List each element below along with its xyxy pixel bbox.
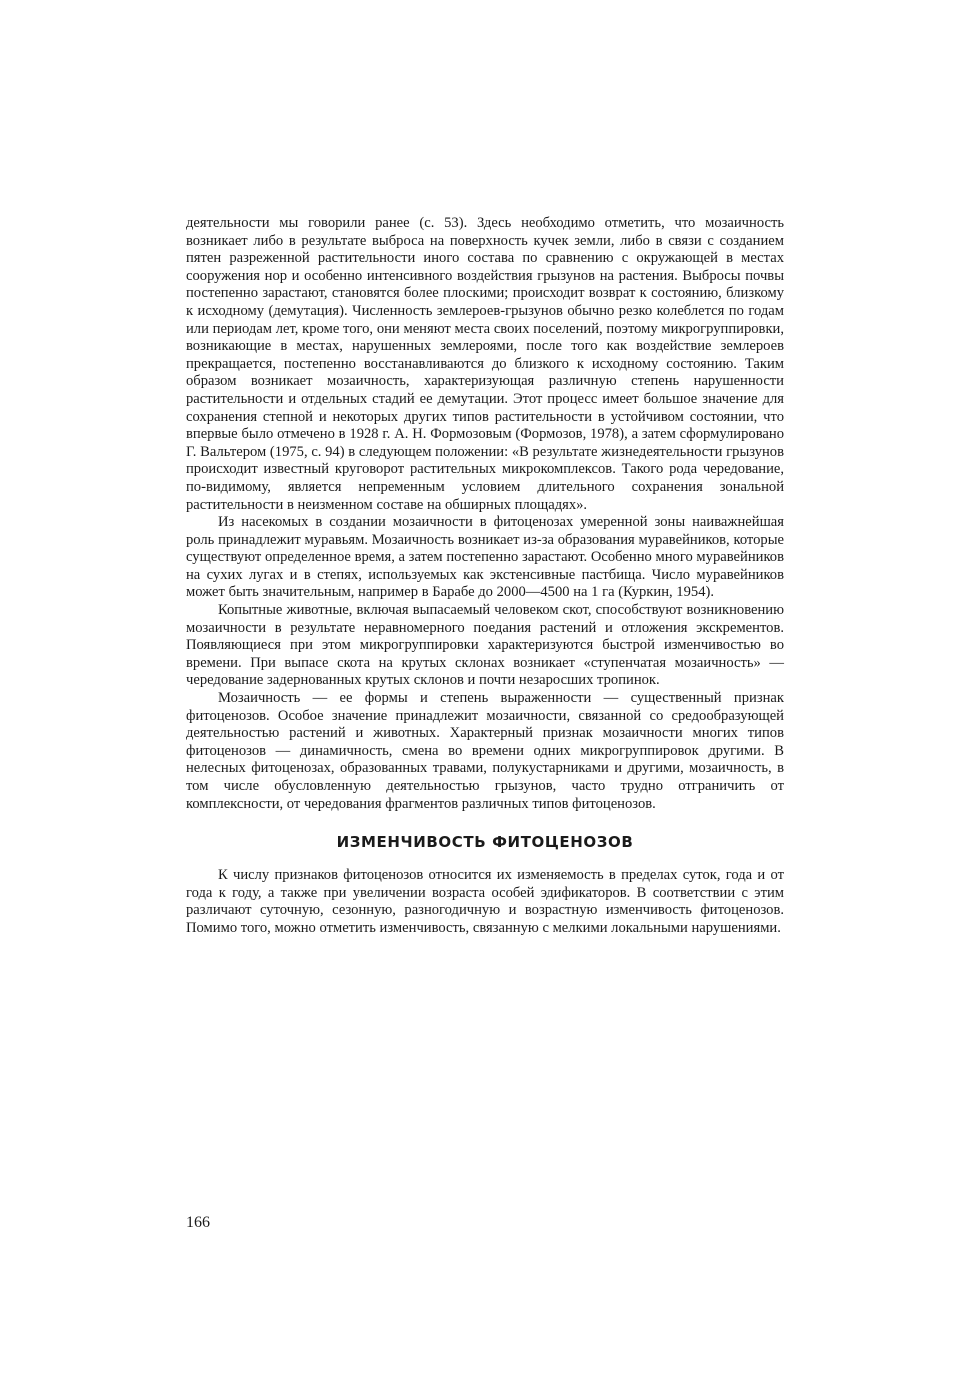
paragraph-variability-intro: К числу признаков фитоценозов относится их изменяемость в пределах суток, года и от года к году, а также при увеличении возраста особей эдификаторов. В соответствии с этим различают суточную, сезонную, разногодичную и возрастную изменчивость фитоценозов. Помимо того, можно отметить изменчивость, связанную с мелкими локальными нарушениями. (186, 867, 784, 936)
section-heading: ИЗМЕНЧИВОСТЬ ФИТОЦЕНОЗОВ (336, 833, 634, 852)
page-number: 166 (186, 1214, 210, 1231)
paragraph-continuation: деятельности мы говорили ранее (с. 53). Здесь необходимо отметить, что мозаичность возникает либо в результате выброса на поверхность кучек земли, либо в связи с созданием пятен разреженной растительности иного состава по сравнению с окружающей в местах сооружения нор и особенно интенсивного воздействия грызунов на растения. Выбросы почвы постепенно зарастают, становятся более плоскими; происходит возврат к состоянию, близкому к исходному (демутация). Численность землероев-грызунов обычно резко колеблется по годам или периодам лет, кроме того, они меняют места своих поселений, поэтому микрогруппировки, возникающие в местах, нарушенных землероями, после того как воздействие землероев прекращается, постепенно восстанавливаются до близкого к исходному состоянию. Таким образом возникает мозаичность, характеризующая различную степень нарушенности растительности и отдельных стадий ее демутации. Этот процесс имеет большое значение для сохранения степной и некоторых других типов растительности в устойчивом состоянии, что впервые было отмечено в 1928 г. А. Н. Формозовым (Формозов, 1978), а затем сформулировано Г. Вальтером (1975, с. 94) в следующем положении: «В результате жизнедеятельности грызунов происходит известный круговорот растительных микрокомплексов. Такого рода чередование, по-видимому, является непременным условием длительного сохранения зональной растительности в неизменном составе на обширных площадях». (186, 215, 784, 513)
page-body (186, 215, 784, 938)
paragraph-mosaic-summary: Мозаичность — ее формы и степень выраженности — существенный признак фитоценозов. Особое значение принадлежит мозаичности, связанной со средообразующей деятельностью растений и животных. Характерный признак мозаичности многих типов фитоценозов — динамичность, смена во времени одних микрогруппировок другими. В нелесных фитоценозах, образованных травами, полукустарниками и другими, мозаичность, в том числе обусловленную деятельностью грызунов, часто трудно отграничить от комплексности, от чередования фрагментов различных типов фитоценозов. (186, 690, 784, 812)
paragraph-insects-ants: Из насекомых в создании мозаичности в фитоценозах умеренной зоны наиважнейшая роль принадлежит муравьям. Мозаичность возникает из-за образования муравейников, которые существуют определенное время, а затем постепенно зарастают. Особенно много муравейников на сухих лугах и в степях, используемых как экстенсивные пастбища. Число муравейников может быть значительным, например в Барабе до 2000—4500 на 1 га (Куркин, 1954). (186, 514, 784, 601)
paragraph-ungulates: Копытные животные, включая выпасаемый человеком скот, способствуют возникновению мозаичности в результате неравномерного поедания растений и отложения экскрементов. Появляющиеся при этом микрогруппировки характеризуются быстрой изменчивостью во времени. При выпасе скота на крутых склонах возникает «ступенчатая мозаичность» — чередование задернованных крутых склонов и почти незаросших тропинок. (186, 602, 784, 689)
